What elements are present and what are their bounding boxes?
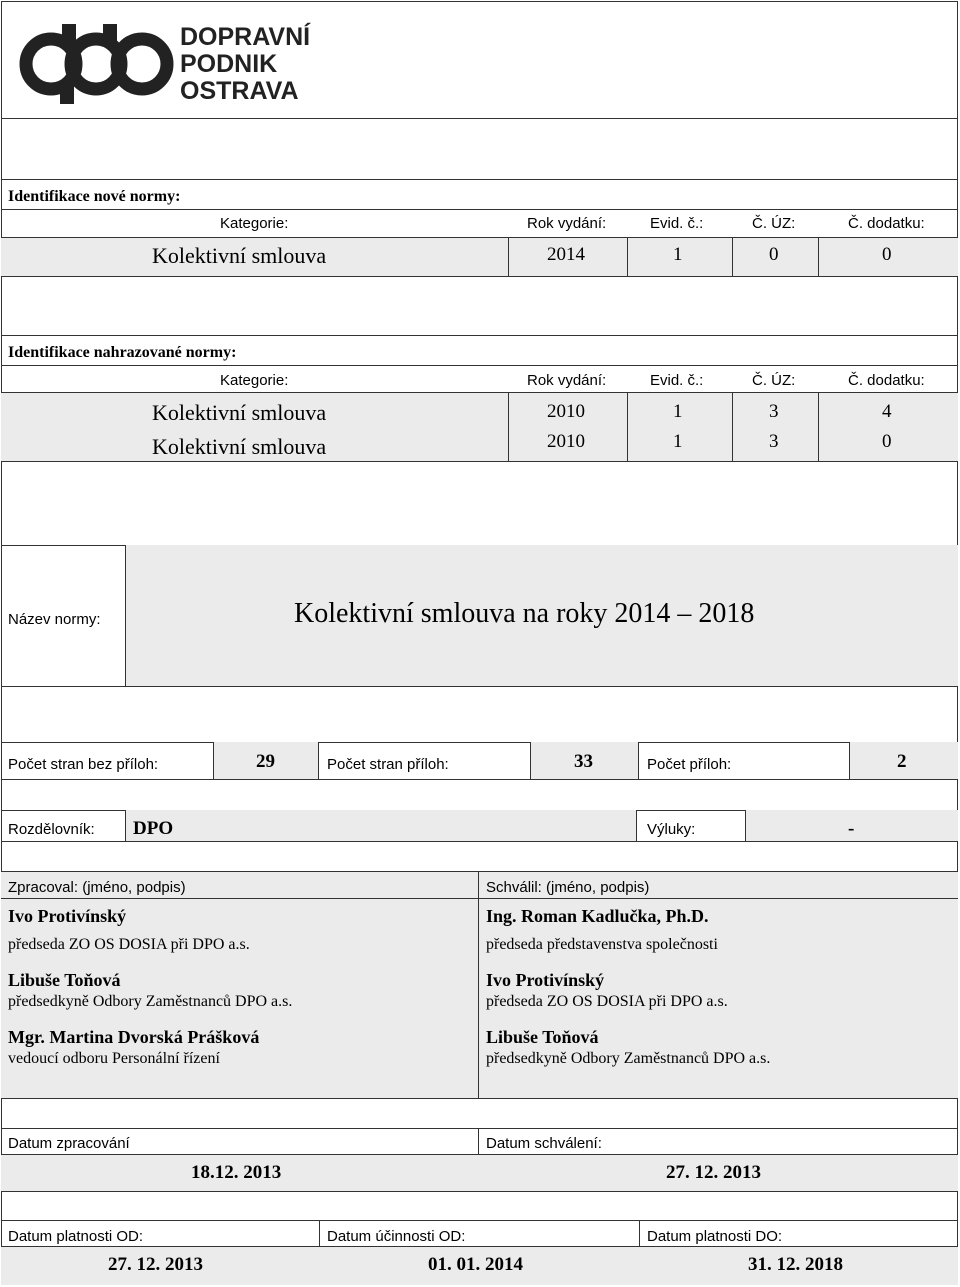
- divider: [1, 118, 958, 119]
- appendix-pages-value: 33: [574, 751, 593, 772]
- logo-line-2: PODNIK: [180, 50, 278, 78]
- prepared-by-name: Mgr. Martina Dvorská Prášková: [8, 1027, 260, 1047]
- dpo-logo: [18, 20, 328, 110]
- header-uz: Č. ÚZ:: [752, 215, 796, 232]
- approved-date-label: Datum schválení:: [486, 1135, 602, 1152]
- valid-from-date: 27. 12. 2013: [108, 1254, 203, 1275]
- divider: [627, 392, 628, 462]
- exclusions-label: Výluky:: [647, 821, 696, 838]
- header-evid: Evid. č.:: [650, 372, 704, 389]
- replaced-norm-category: Kolektivní smlouva: [152, 434, 327, 459]
- divider: [1, 742, 958, 743]
- prepared-by-role: vedoucí odboru Personální řízení: [8, 1050, 220, 1067]
- header-amendment: Č. dodatku:: [848, 215, 925, 232]
- dpo-logo-icon: [18, 20, 178, 110]
- new-norm-category: Kolektivní smlouva: [152, 243, 327, 268]
- replaced-norm-rows: [1, 392, 958, 462]
- approved-by-role: předseda ZO OS DOSIA při DPO a.s.: [486, 993, 728, 1010]
- distribution-label: Rozdělovník:: [8, 821, 95, 838]
- valid-to-label: Datum platnosti DO:: [647, 1228, 783, 1245]
- divider: [1, 841, 958, 842]
- prepared-by-role: předseda ZO OS DOSIA při DPO a.s.: [8, 936, 250, 953]
- divider: [1, 1128, 958, 1129]
- header-year: Rok vydání:: [527, 215, 607, 232]
- divider: [1, 335, 958, 336]
- divider: [508, 237, 509, 277]
- replaced-norm-category: Kolektivní smlouva: [152, 400, 327, 425]
- divider: [1, 898, 958, 899]
- prepared-by-name: Libuše Toňová: [8, 970, 121, 990]
- appendix-count-label: Počet příloh:: [647, 756, 732, 773]
- divider: [1, 686, 958, 687]
- exclusions-value: -: [848, 818, 855, 839]
- effective-from-label: Datum účinnosti OD:: [327, 1228, 466, 1245]
- approved-by-name: Ivo Protivínský: [486, 970, 605, 990]
- header-category: Kategorie:: [220, 215, 289, 232]
- divider: [478, 1128, 479, 1154]
- prepared-date-label: Datum zpracování: [8, 1135, 130, 1152]
- prepared-by-label: Zpracoval: (jméno, podpis): [8, 879, 186, 896]
- dates-row: [1, 1154, 958, 1192]
- valid-from-label: Datum platnosti OD:: [8, 1228, 144, 1245]
- divider: [818, 392, 819, 462]
- header-amendment: Č. dodatku:: [848, 372, 925, 389]
- prepared-date: 18.12. 2013: [191, 1162, 282, 1183]
- header-evid: Evid. č.:: [650, 215, 704, 232]
- approved-date: 27. 12. 2013: [666, 1162, 761, 1183]
- approved-by-name: Ing. Roman Kadlučka, Ph.D.: [486, 906, 709, 926]
- appendix-pages-label: Počet stran příloh:: [327, 756, 449, 773]
- divider: [627, 237, 628, 277]
- replaced-norm-amendment: 0: [882, 431, 892, 452]
- replaced-norm-uz: 3: [769, 431, 779, 452]
- prepared-by-name: Ivo Protivínský: [8, 906, 127, 926]
- new-norm-year: 2014: [547, 244, 585, 265]
- header-uz: Č. ÚZ:: [752, 372, 796, 389]
- divider: [1, 365, 958, 366]
- valid-to-date: 31. 12. 2018: [748, 1254, 843, 1275]
- new-norm-uz: 0: [769, 244, 779, 265]
- page-count-label: Počet stran bez příloh:: [8, 756, 159, 773]
- divider: [1, 179, 958, 180]
- divider: [1, 779, 958, 780]
- page-count-value: 29: [256, 751, 275, 772]
- new-norm-heading: Identifikace nové normy:: [8, 188, 181, 205]
- appendix-count-value: 2: [897, 751, 907, 772]
- distribution-box: [125, 810, 637, 841]
- new-norm-evid: 1: [673, 244, 683, 265]
- divider: [732, 237, 733, 277]
- divider: [639, 1220, 640, 1246]
- approved-by-label: Schválil: (jméno, podpis): [486, 879, 650, 896]
- prepared-by-role: předsedkyně Odbory Zaměstnanců DPO a.s.: [8, 993, 293, 1010]
- replaced-norm-evid: 1: [673, 401, 683, 422]
- new-norm-row: [1, 237, 958, 277]
- divider: [508, 392, 509, 462]
- approved-by-role: předseda představenstva společnosti: [486, 936, 718, 953]
- divider: [319, 1220, 320, 1246]
- replaced-norm-heading: Identifikace nahrazované normy:: [8, 344, 237, 361]
- divider: [1, 1220, 958, 1221]
- divider: [1, 209, 958, 210]
- divider: [732, 392, 733, 462]
- norm-title-label: Název normy:: [8, 611, 101, 628]
- logo-line-1: DOPRAVNÍ: [180, 23, 311, 51]
- divider: [818, 237, 819, 277]
- norm-title: Kolektivní smlouva na roky 2014 – 2018: [294, 598, 755, 629]
- distribution-value: DPO: [133, 818, 174, 839]
- effective-from-date: 01. 01. 2014: [428, 1254, 523, 1275]
- replaced-norm-year: 2010: [547, 431, 585, 452]
- header-category: Kategorie:: [220, 372, 289, 389]
- replaced-norm-year: 2010: [547, 401, 585, 422]
- header-year: Rok vydání:: [527, 372, 607, 389]
- divider: [478, 871, 479, 1099]
- replaced-norm-evid: 1: [673, 431, 683, 452]
- approved-by-role: předsedkyně Odbory Zaměstnanců DPO a.s.: [486, 1050, 771, 1067]
- new-norm-amendment: 0: [882, 244, 892, 265]
- logo-line-3: OSTRAVA: [180, 77, 299, 105]
- replaced-norm-amendment: 4: [882, 401, 892, 422]
- approved-by-name: Libuše Toňová: [486, 1027, 599, 1047]
- replaced-norm-uz: 3: [769, 401, 779, 422]
